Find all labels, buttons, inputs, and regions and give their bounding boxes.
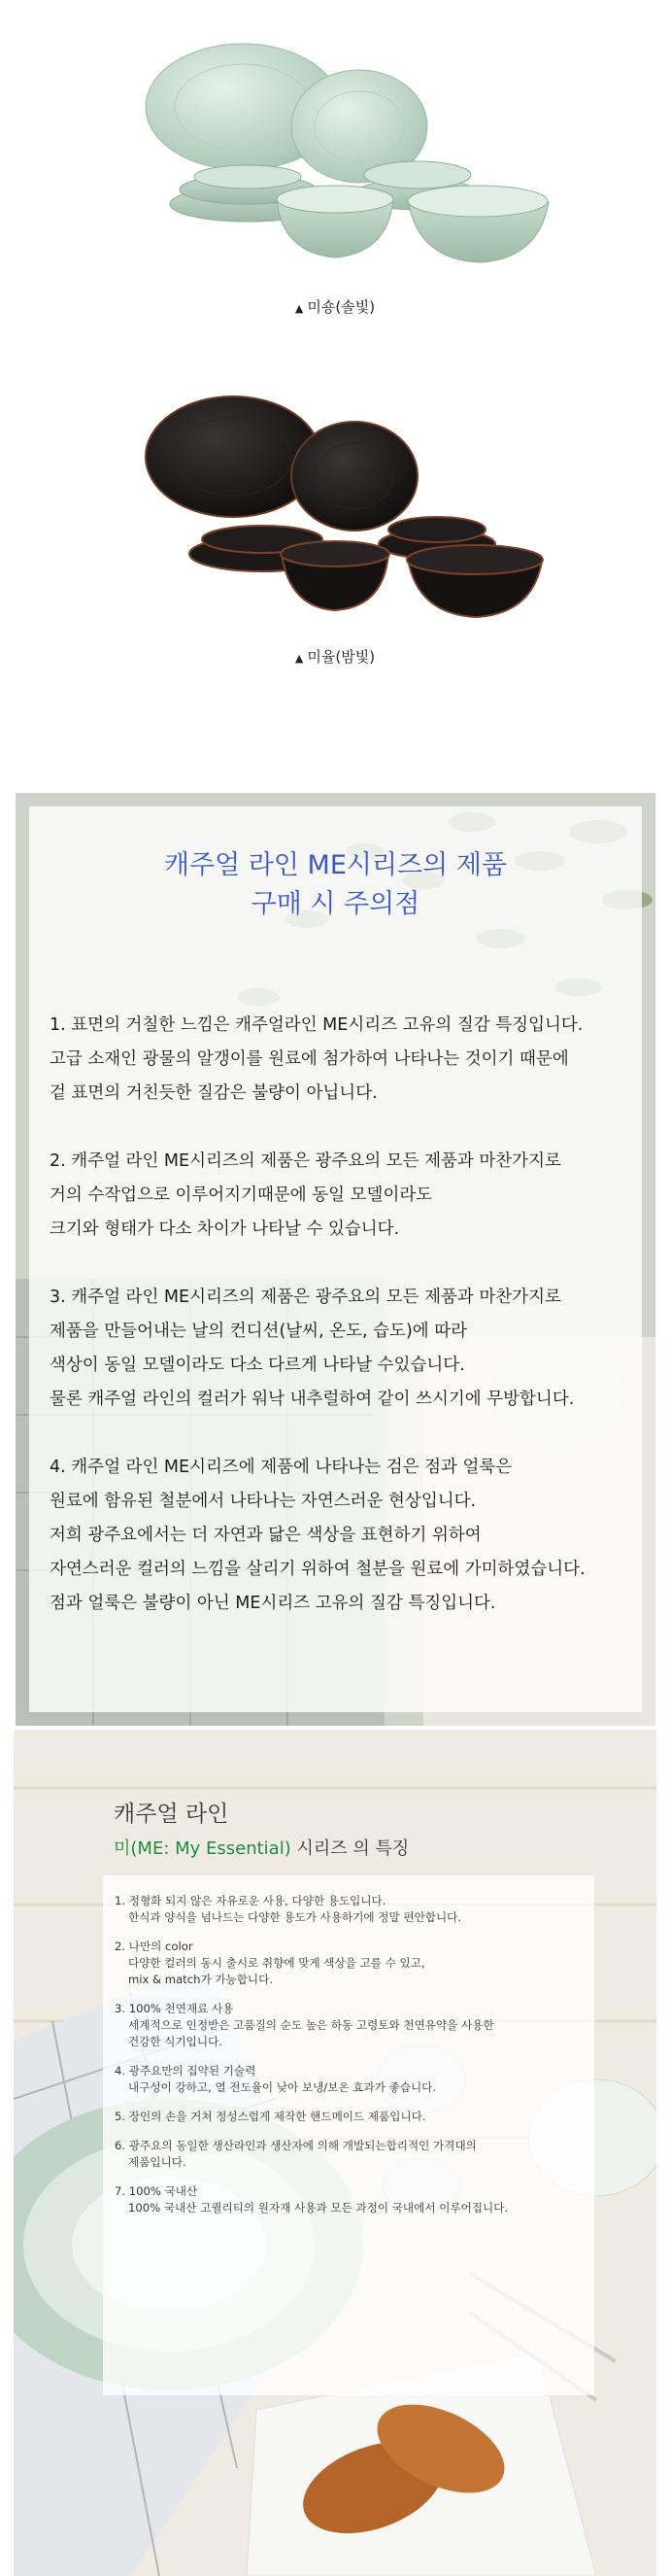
feature-detail: 다양한 컬러의 동시 출시로 취향에 맞게 색상을 고를 수 있고, xyxy=(128,1956,425,1970)
notice-body xyxy=(50,1009,632,1655)
feature-title: 7. 100% 국내산 xyxy=(115,2184,198,2198)
feature-item xyxy=(115,2063,590,2096)
celadon-tableware-photo xyxy=(0,0,670,292)
notice-paragraph: 3. 캐주얼 라인 ME시리즈의 제품은 광주요의 모든 제품과 마찬가지로 제품을 만들어내는 날의 컨디션(날씨, 온도, 습도)에 따라 색상이 동일 모델이라도 다소 다르게 나타날 수있습니다. 물론 캐주얼 라인의 컬러가 워낙 내추럴하여 같이 쓰시기에 무방합니다. xyxy=(50,1288,575,1409)
feature-item xyxy=(115,2001,590,2050)
product-dark xyxy=(0,360,670,690)
notice-paragraph: 4. 캐주얼 라인 ME시리즈에 제품에 나타나는 검은 점과 얼룩은 원료에 함유된 철분에서 나타나는 자연스러운 현상입니다. 저희 광주요에서는 더 자연과 닮은 색상을 표현하기 위하여 자연스러운 컬러의 느낌을 살리기 위하여 철분을 원료에 가미하였습니다. 점과 얼룩은 불량이 아닌 ME시리즈 고유의 질감 특징입니다. xyxy=(50,1458,586,1613)
feature-detail: 내구성이 강하고, 열 전도율이 낮아 보냉/보온 효과가 좋습니다. xyxy=(128,2080,437,2094)
triangle-up-icon: ▲ xyxy=(294,302,304,315)
triangle-up-icon: ▲ xyxy=(294,652,304,665)
feature-title: 3. 100% 천연재료 사용 xyxy=(115,2002,234,2015)
feature-detail: 세계적으로 인정받은 고품질의 순도 높은 하동 고령토와 천연유약을 사용한 xyxy=(128,2018,494,2032)
purchase-notice-panel xyxy=(16,793,655,1726)
feature-detail: 제품입니다. xyxy=(128,2155,186,2169)
product-caption: ▲ 미율(밤빛) xyxy=(294,648,376,666)
feature-detail: 100% 국내산 고퀄리티의 원자재 사용과 모든 과정이 국내에서 이루어집니다. xyxy=(128,2201,509,2215)
dark-tableware-photo xyxy=(0,360,670,641)
features-list xyxy=(115,1893,590,2229)
feature-title: 4. 광주요만의 집약된 기술력 xyxy=(115,2064,256,2078)
product-caption: ▲ 미숑(솔빛) xyxy=(294,298,376,316)
feature-item xyxy=(115,2183,590,2216)
feature-item xyxy=(115,2138,590,2171)
feature-item xyxy=(115,2109,590,2125)
product-celadon xyxy=(0,0,670,316)
feature-detail: 한식과 양식을 넘나드는 다양한 용도가 사용하기에 정말 편안합니다. xyxy=(128,1910,462,1924)
notice-paragraph: 1. 표면의 거칠한 느낌은 캐주얼라인 ME시리즈 고유의 질감 특징입니다. 고급 소재인 광물의 알갱이를 원료에 첨가하여 나타나는 것이기 때문에 겉 표면의 거친듯한 질감은 불량이 아닙니다. xyxy=(50,1015,584,1103)
feature-title: 2. 나만의 color xyxy=(115,1940,193,1953)
notice-title: 캐주얼 라인 ME시리즈의 제품 구매 시 주의점 xyxy=(163,850,507,919)
feature-detail: mix & match가 가능합니다. xyxy=(128,1973,274,1986)
feature-detail: 건강한 식기입니다. xyxy=(128,2035,222,2048)
features-heading: 캐주얼 라인 xyxy=(114,1802,229,1827)
feature-title: 1. 정형화 되지 않은 자유로운 사용, 다양한 용도입니다. xyxy=(115,1894,386,1907)
feature-title: 5. 장인의 손을 거쳐 정성스럽게 제작한 핸드메이드 제품입니다. xyxy=(115,2110,426,2123)
notice-paragraph: 2. 캐주얼 라인 ME시리즈의 제품은 광주요의 모든 제품과 마찬가지로 거의 수작업으로 이루어지기때문에 동일 모델이라도 크기와 형태가 다소 차이가 나타날 수 있습니다. xyxy=(50,1151,561,1239)
feature-item xyxy=(115,1893,590,1926)
series-features-panel xyxy=(14,1730,656,2576)
feature-title: 6. 광주요의 동일한 생산라인과 생산자에 의해 개발되는합리적인 가격대의 xyxy=(115,2139,477,2152)
features-subheading: 미(ME: My Essential) 시리즈 의 특징 xyxy=(114,1838,410,1859)
feature-item xyxy=(115,1939,590,1988)
